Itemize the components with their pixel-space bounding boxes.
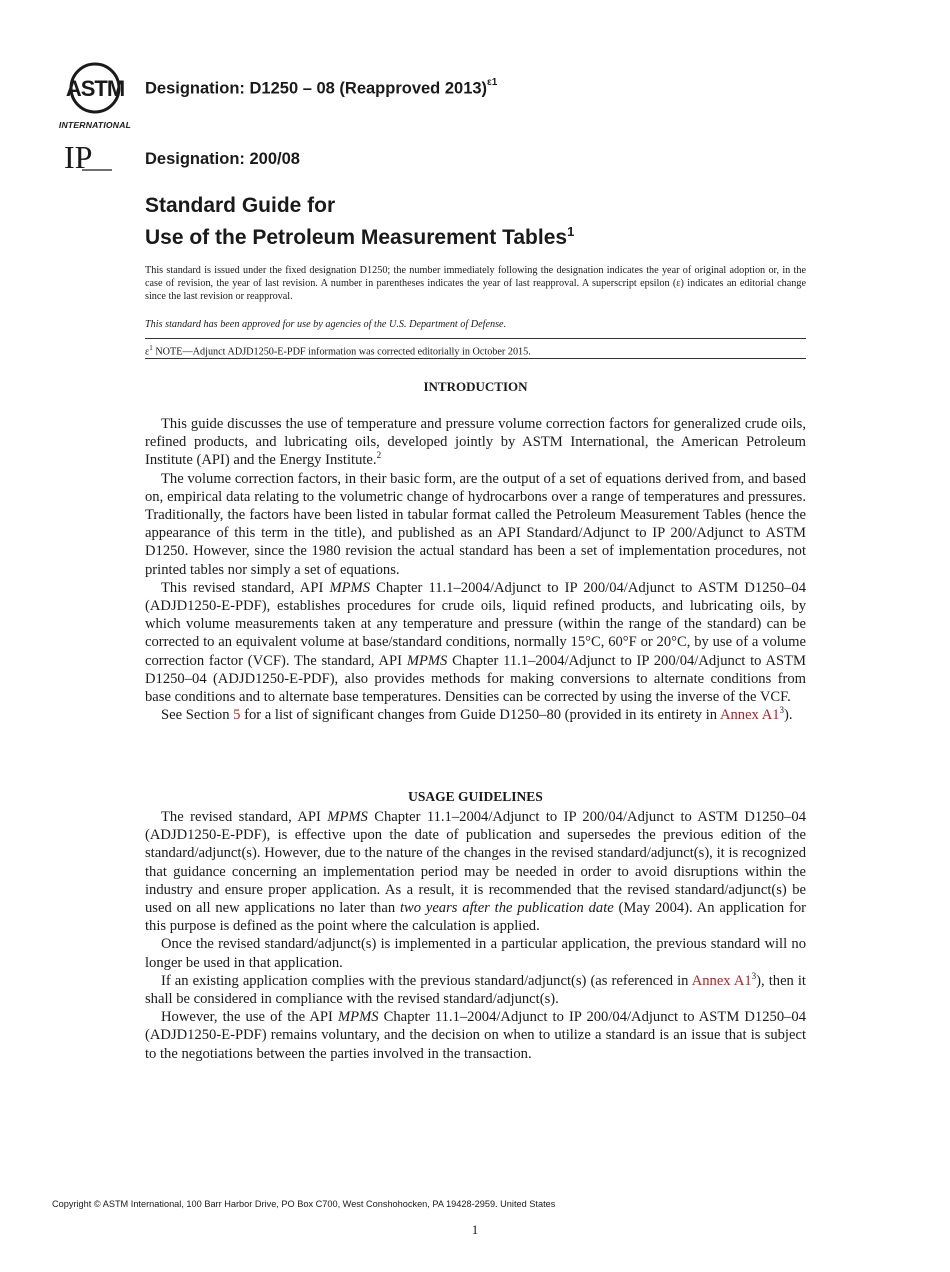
title-line-2: Use of the Petroleum Measurement Tables$^1$ [145,224,575,249]
introduction-heading: INTRODUCTION [423,379,528,394]
annex-a1-link[interactable]: Annex A1 [719,707,780,724]
title-line-1: Standard Guide for [145,194,336,217]
astm-logo-text: ASTM [65,76,125,101]
title-footnote: 1 [567,224,575,239]
intro-paragraph-4: See Section 5 for a list of significant changes from Guide D1250–80 (provided in its entirety in Annex $A1^3$). [161,705,793,724]
section-5-link[interactable]: 5 [233,707,241,724]
usage-guidelines-heading: USAGE GUIDELINES [408,789,543,804]
copyright-footer: Copyright © ASTM International, 100 Barr Harbor Drive, PO Box C700, West Conshohocken, PA 19428-2959. United States [52,1199,556,1209]
astm-logo-subtitle: INTERNATIONAL [58,120,132,130]
issue-note: This standard is issued under the fixed designation D1250; the number immediately following the designation indicates the year of original adoption or, in the case of revision, the year of last revision. A number in parentheses indicates the year of last reapproval. A superscript epsilon (ε) indicates an editorial change since the last revision or reapproval. [145,265,806,303]
introduction-body [145,415,806,724]
footnote-ref[interactable]: 3 [751,970,757,981]
usage-paragraph-1: The revised standard, API MPMS Chapter 11.1–2004/Adjunct to IP 200/04/Adjunct to ASTM D1250–04 (ADJD1250-E-PDF), is effective upon the date of publication and supersedes the previous edition of the standard/adjunct(s). However, due to the nature of the changes in the revised standard/adjunct(s), it is recognized that guidance concerning an implementation period may be needed in order to avoid disruptions within the industry and ensure proper application. As a result, it is recommended that the revised standard/adjunct(s) be used on all new applications no later than two years after the publication date (May 2004). An application for this purpose is defined as the point where the calculation is applied. [145,809,807,935]
document-title [145,193,574,251]
intro-paragraph-3: This revised standard, API MPMS Chapter 11.1–2004/Adjunct to IP 200/04/Adjunct to ASTM D1250–04 (ADJD1250-E-PDF), establishes procedures for crude oils, liquid refined products, and lubricating oils, by which volume measurements taken at any temperature and pressure (within the range of the standard) can be corrected to an equivalent volume at base/standard conditions, normally 15°C, 60°F or 20°C, by use of a volume correction factor (VCF). The standard, API MPMS Chapter 11.1–2004/Adjunct to IP 200/04/Adjunct to ASTM D1250–04 (ADJD1250-E-PDF), also provides methods for making conversions to alternate conditions from base conditions and to alternate base temperatures. Densities can be corrected by using the inverse of the VCF. [145,579,807,706]
annex-a1-link[interactable]: Annex A1 [691,972,752,989]
divider [145,338,806,339]
ip-logo [62,140,114,174]
intro-paragraph-1: This guide discusses the use of temperature and pressure volume correction factors for generalized crude oils, refined products, and lubricating oils, developed jointly by ASTM International, the American Petroleum Institute (API) and the Energy Institute.$^2$ [145,416,806,469]
intro-paragraph-2: The volume correction factors, in their basic form, are the output of a set of equations derived from, and based on, empirical data relating to the volumetric change of hydrocarbons over a range of temperatures and pressures. Traditionally, the factors have been listed in tabular format called the Petroleum Measurement Tables (hence the appearance of this term in the title), and published as an API Standard/Adjunct to IP 200/Adjunct to ASTM D1250. However, since the 1980 revision the actual standard has been a set of implementation procedures, not printed tables nor simply a set of equations. [145,470,806,578]
page-number: 1 [471,1222,479,1237]
designation-epsilon: ε1 [487,77,498,88]
designation-astm [145,79,497,99]
designation-astm-text: Designation: D1250 – 08 (Reapproved 2013) [145,79,488,98]
footnote-ref[interactable]: 2 [376,450,382,461]
astm-logo [54,58,136,132]
footnote-ref[interactable]: 3 [779,705,785,716]
divider [145,358,806,359]
ip-logo-text: IP [64,140,93,174]
editorial-note: $\varepsilon^1$ NOTE—Adjunct ADJD1250-E-PDF information was corrected editorially in October 2015. [145,344,531,358]
usage-guidelines-body [145,808,806,1063]
usage-paragraph-4: However, the use of the API MPMS Chapter 11.1–2004/Adjunct to IP 200/04/Adjunct to ASTM D1250–04 (ADJD1250-E-PDF) remains voluntary, and the decision on when to utilize a standard is an issue that is subject to the negotiations between the parties involved in the transaction. [145,1009,807,1062]
dod-note: This standard has been approved for use by agencies of the U.S. Department of Defense. [145,319,507,330]
designation-ip: Designation: 200/08 [145,150,300,168]
usage-paragraph-3: If an existing application complies with the previous standard/adjunct(s) (as referenced in Annex $A1^3$), then it shall be considered in compliance with the revised standard/adjunct(s). [145,970,806,1008]
usage-paragraph-2: Once the revised standard/adjunct(s) is implemented in a particular application, the previous standard will no longer be used in that application. [145,936,806,971]
